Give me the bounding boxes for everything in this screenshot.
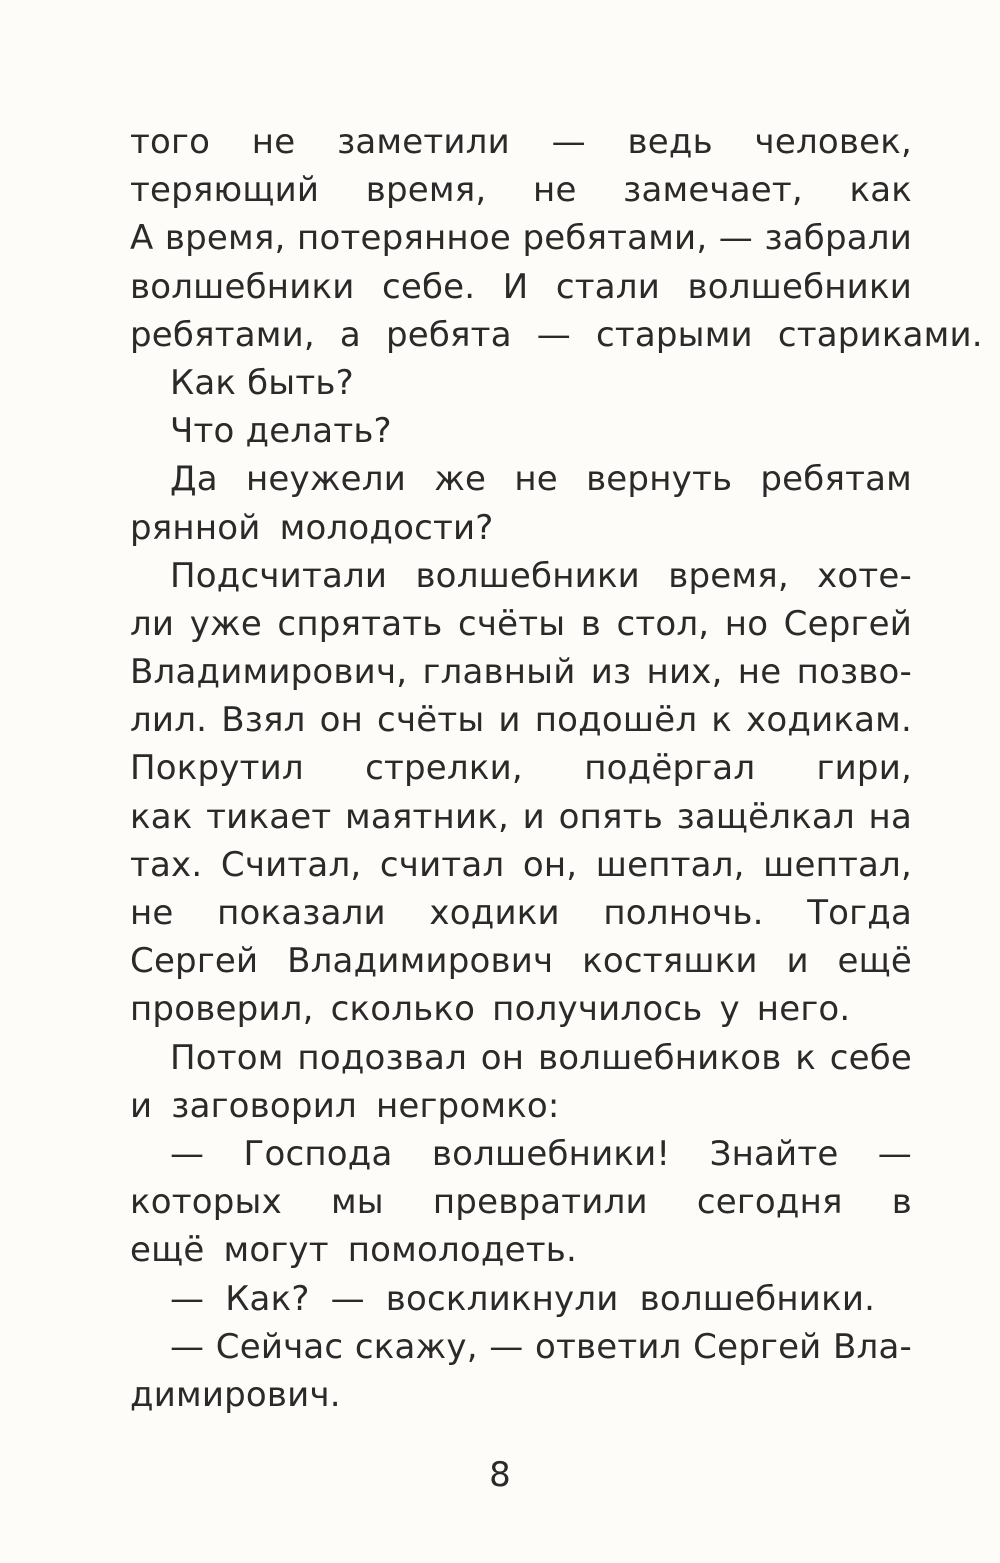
text-line: Владимирович, главный из них, не позво- — [130, 652, 912, 693]
text-line: которых мы превратили сегодня в — [130, 1182, 912, 1223]
text-line: лил. Взял он счёты и подошёл к ходикам. — [130, 700, 912, 741]
text-line: — Сейчас скажу, — ответил Сергей Вла- — [170, 1326, 912, 1367]
text-line: А время, потерянное ребятами, — забрали — [130, 218, 912, 259]
text-line: — Как? — воскликнули волшебники. — [170, 1278, 876, 1319]
text-line: димирович. — [130, 1374, 341, 1415]
text-line: рянной молодости? — [130, 507, 494, 548]
body-text — [130, 118, 983, 1419]
text-line: Как быть? — [170, 362, 354, 403]
text-line: Подсчитали волшебники время, хоте- — [170, 555, 912, 596]
text-line: и заговорил негромко: — [130, 1085, 560, 1126]
text-line: Покрутил стрелки, подёргал гири, — [130, 748, 912, 789]
text-line: — Господа волшебники! Знайте — — [170, 1133, 912, 1174]
text-line: Что делать? — [170, 411, 392, 452]
text-line: волшебники себе. И стали волшебники — [130, 266, 912, 307]
text-line: не показали ходики полночь. Тогда — [130, 893, 912, 933]
page-number: 8 — [489, 1455, 511, 1495]
text-line: ли уже спрятать счёты в стол, но Сергей — [130, 603, 912, 644]
text-line: ребятами, а ребята — старыми стариками. — [130, 314, 983, 355]
text-line: теряющий время, не замечает, как — [130, 170, 912, 211]
text-line: Потом подозвал он волшебников к себе — [170, 1037, 912, 1078]
text-line: Сергей Владимирович костяшки и ещё — [130, 941, 912, 982]
text-line: проверил, сколько получилось у него. — [130, 989, 851, 1030]
text-line: того не заметили — ведь человек, — [130, 122, 912, 162]
text-line: тах. Считал, считал он, шептал, шептал, — [130, 844, 912, 885]
text-line: Да неужели же не вернуть ребятам — [170, 459, 912, 500]
text-line: как тикает маятник, и опять защёлкал на — [130, 796, 912, 837]
text-line: ещё могут помолодеть. — [130, 1230, 578, 1271]
